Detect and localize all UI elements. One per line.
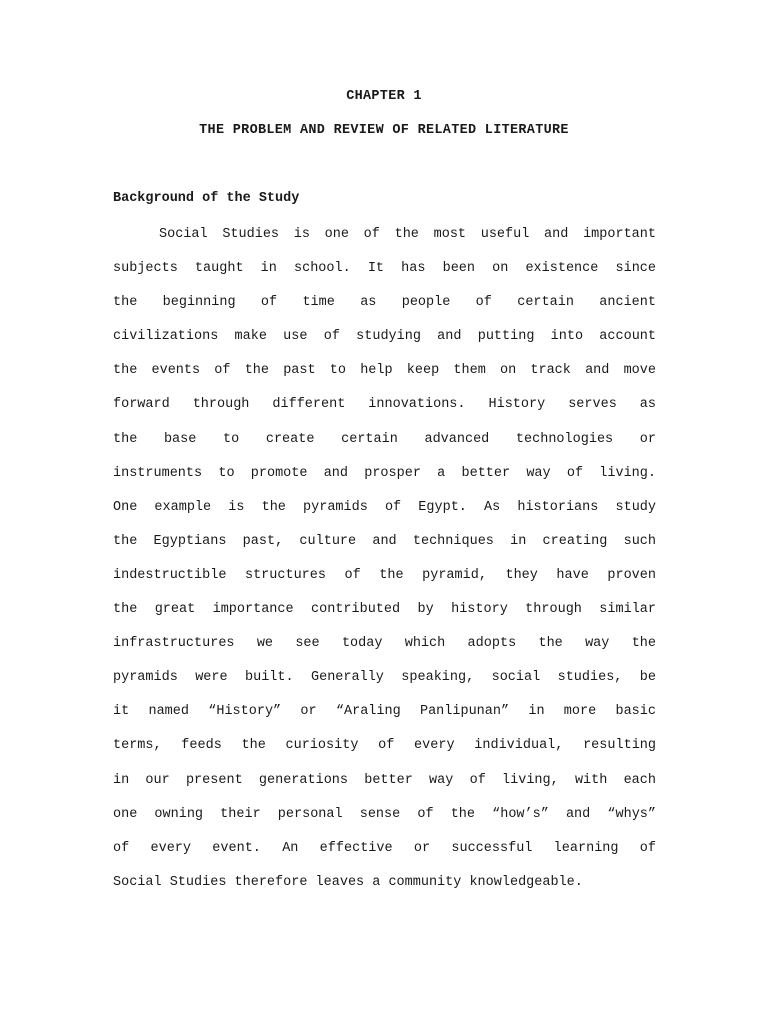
paragraph-line: the beginning of time as people of certain ancient	[113, 295, 656, 311]
paragraph-line: forward through different innovations. History serves as	[113, 397, 656, 413]
chapter-label: CHAPTER 1	[346, 89, 422, 104]
paragraph-line: subjects taught in school. It has been on existence since	[113, 261, 656, 277]
paragraph-line: instruments to promote and prosper a better way of living.	[113, 465, 656, 481]
paragraph-line: the base to create certain advanced technologies or	[113, 431, 656, 447]
paragraph-line: indestructible structures of the pyramid, they have proven	[113, 567, 656, 583]
section-heading: Background of the Study	[113, 191, 300, 206]
paragraph-line: Social Studies is one of the most useful and important	[159, 227, 656, 242]
paragraph-line: One example is the pyramids of Egypt. As historians study	[113, 499, 656, 515]
paragraph-line: one owning their personal sense of the “how’s” and “whys”	[113, 806, 656, 822]
paragraph-line: it named “History” or “Araling Panlipunan” in more basic	[113, 704, 656, 720]
paragraph-line: in our present generations better way of living, with each	[113, 772, 656, 788]
paragraph-line: civilizations make use of studying and putting into account	[113, 329, 656, 345]
paragraph-line: of every event. An effective or successful learning of	[113, 840, 656, 856]
paragraph-line: infrastructures we see today which adopts the way the	[113, 636, 656, 652]
paragraph-line: the Egyptians past, culture and techniques in creating such	[113, 533, 656, 549]
paragraph-line: the great importance contributed by history through similar	[113, 602, 656, 618]
chapter-title: THE PROBLEM AND REVIEW OF RELATED LITERATURE	[199, 123, 569, 138]
paragraph-line: Social Studies therefore leaves a community knowledgeable.	[113, 874, 583, 890]
paragraph-line: pyramids were built. Generally speaking, social studies, be	[113, 670, 656, 686]
paragraph-line: terms, feeds the curiosity of every individual, resulting	[113, 738, 656, 754]
body-paragraph	[113, 225, 656, 907]
paragraph-line: the events of the past to help keep them on track and move	[113, 363, 656, 379]
